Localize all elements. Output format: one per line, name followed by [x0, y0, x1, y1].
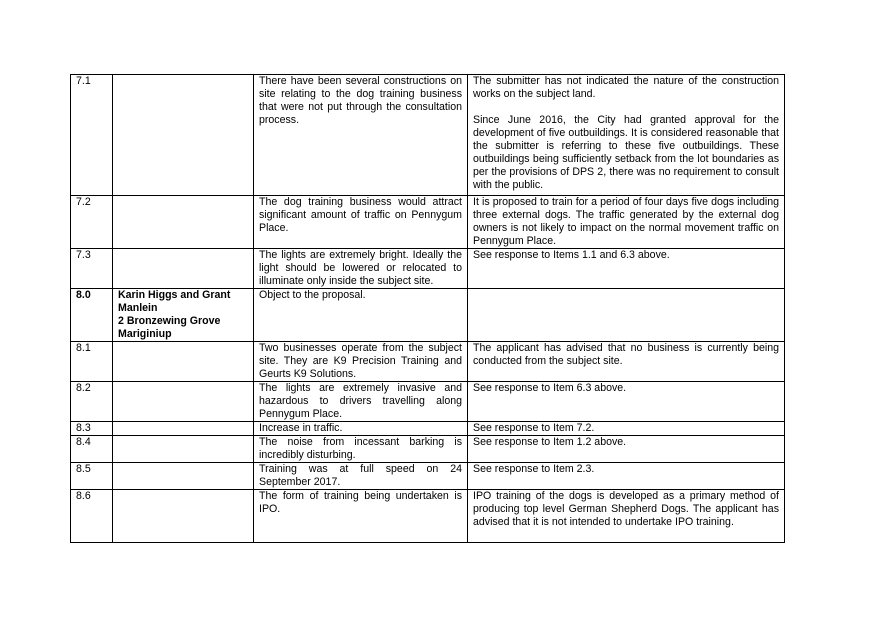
response-cell — [468, 382, 785, 422]
item-number: 8.1 — [71, 342, 113, 382]
response-cell — [468, 75, 785, 196]
item-number: 7.2 — [71, 196, 113, 249]
item-number: 8.0 — [71, 289, 113, 342]
submissions-table — [70, 74, 785, 543]
submission-cell: Object to the proposal. — [254, 289, 468, 342]
submission-cell: There have been several constructions on site relating to the dog training business that were not put through the consultation process. — [254, 75, 468, 196]
item-number: 8.3 — [71, 422, 113, 436]
table-row — [71, 490, 785, 543]
submission-cell: Training was at full speed on 24 September 2017. — [254, 463, 468, 490]
response-paragraph: It is proposed to train for a period of four days five dogs including three external dogs. The traffic generated by the external dog owners is not likely to impact on the normal movement traffic on Pennygum Place. — [473, 196, 779, 247]
submitter-cell — [113, 382, 254, 422]
response-cell — [468, 436, 785, 463]
response-cell — [468, 342, 785, 382]
table-row — [71, 342, 785, 382]
submission-cell: The noise from incessant barking is incredibly disturbing. — [254, 436, 468, 463]
submitter-cell — [113, 463, 254, 490]
submitter-cell — [113, 289, 254, 342]
submitter-cell — [113, 422, 254, 436]
response-cell — [468, 422, 785, 436]
submitter-cell — [113, 249, 254, 289]
table-row — [71, 463, 785, 490]
submission-cell: Two businesses operate from the subject site. They are K9 Precision Training and Geurts K9 Solutions. — [254, 342, 468, 382]
submission-cell: The dog training business would attract significant amount of traffic on Pennygum Place. — [254, 196, 468, 249]
table-row — [71, 75, 785, 196]
response-paragraph: IPO training of the dogs is developed as a primary method of producing top level German Shepherd Dogs. The applicant has advised that it is not intended to undertake IPO training. — [473, 490, 779, 528]
item-number: 8.6 — [71, 490, 113, 543]
response-paragraph: See response to Item 6.3 above. — [473, 382, 627, 394]
submitter-cell — [113, 490, 254, 543]
table-row — [71, 436, 785, 463]
submitter-cell — [113, 196, 254, 249]
response-cell — [468, 289, 785, 342]
submission-cell: The lights are extremely bright. Ideally the light should be lowered or relocated to illuminate only inside the subject site. — [254, 249, 468, 289]
submitter-suburb: Mariginiup — [118, 328, 172, 340]
response-paragraph: The submitter has not indicated the nature of the construction works on the subject land. — [473, 75, 779, 100]
response-paragraph: The applicant has advised that no business is currently being conducted from the subject site. — [473, 342, 779, 367]
submission-cell: Increase in traffic. — [254, 422, 468, 436]
submitter-cell — [113, 342, 254, 382]
table-row — [71, 196, 785, 249]
item-number: 8.5 — [71, 463, 113, 490]
response-cell — [468, 196, 785, 249]
response-cell — [468, 490, 785, 543]
response-cell — [468, 249, 785, 289]
item-number: 7.3 — [71, 249, 113, 289]
submitter-cell — [113, 436, 254, 463]
table-row — [71, 289, 785, 342]
submission-cell: The lights are extremely invasive and hazardous to drivers travelling along Pennygum Place. — [254, 382, 468, 422]
submission-cell: The form of training being undertaken is IPO. — [254, 490, 468, 543]
table-row — [71, 249, 785, 289]
item-number: 8.2 — [71, 382, 113, 422]
item-number: 7.1 — [71, 75, 113, 196]
response-paragraph: See response to Item 2.3. — [473, 463, 595, 475]
submitter-address: 2 Bronzewing Grove — [118, 315, 221, 327]
item-number: 8.4 — [71, 436, 113, 463]
submitter-name: Karin Higgs and Grant Manlein — [118, 289, 231, 314]
table-row — [71, 422, 785, 436]
response-paragraph: See response to Item 1.2 above. — [473, 436, 627, 448]
response-paragraph: See response to Item 7.2. — [473, 422, 595, 434]
response-paragraph: Since June 2016, the City had granted approval for the development of five outbuildings. It is considered reasonable that the submitter is referring to these five outbuildings. These outbuildings being sufficiently setback from the lot boundaries as per the provisions of DPS 2, there was no requirement to consult with the public. — [473, 114, 779, 191]
response-cell — [468, 463, 785, 490]
table-row — [71, 382, 785, 422]
submitter-cell — [113, 75, 254, 196]
response-paragraph: See response to Items 1.1 and 6.3 above. — [473, 249, 670, 261]
